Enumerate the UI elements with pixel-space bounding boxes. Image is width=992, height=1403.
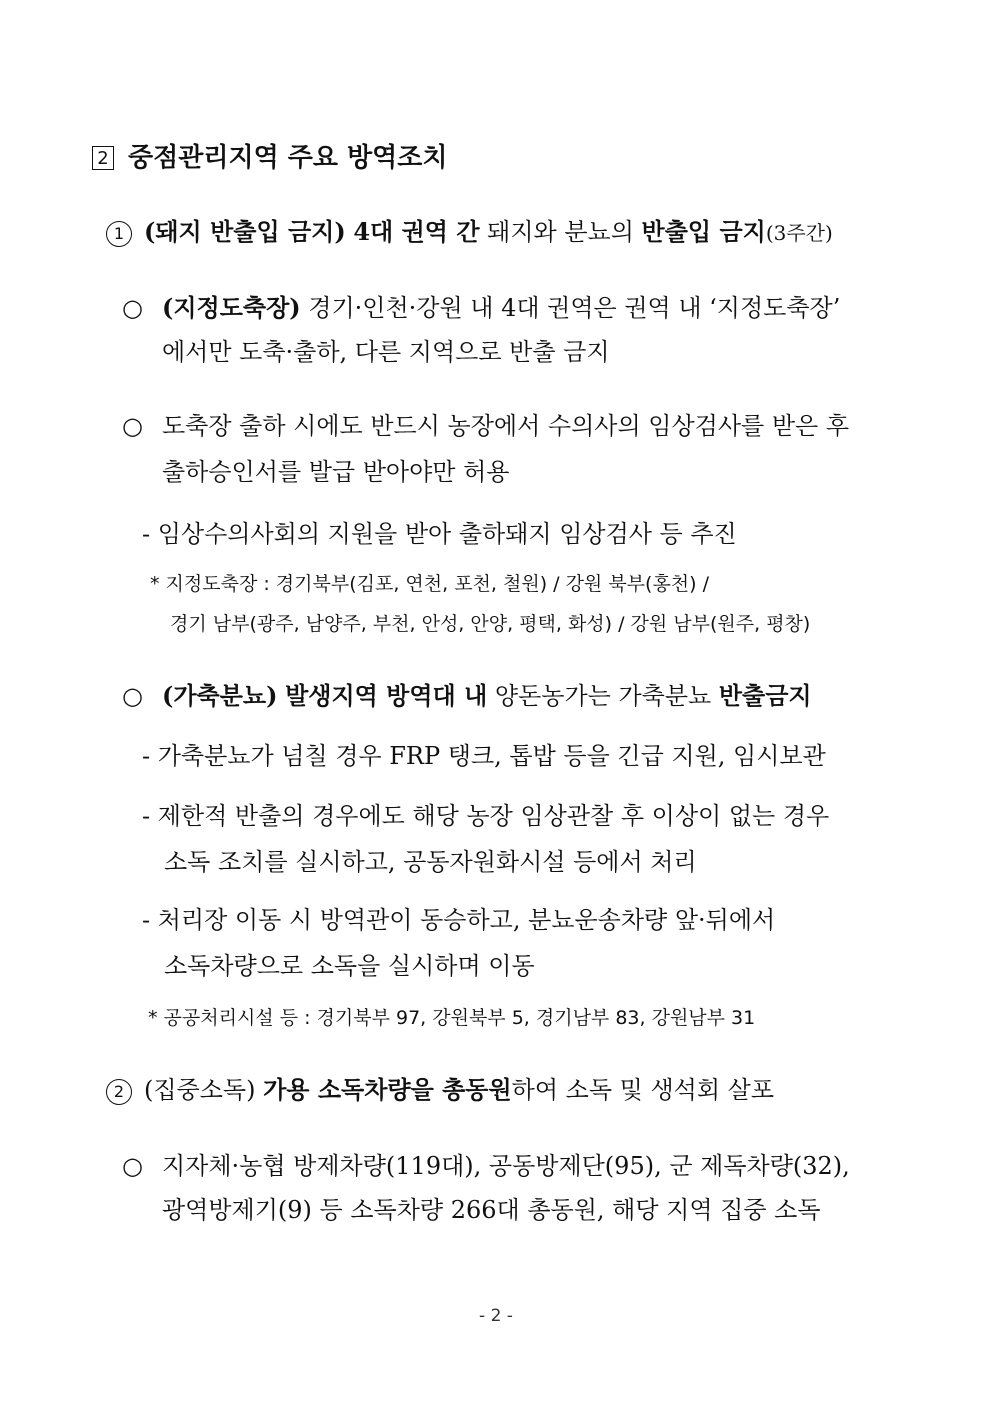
item1-p3-note: * 공공처리시설 등 : 경기북부 97, 강원북부 5, 경기남부 83, 강원남부 31 [148,1007,756,1029]
bullet-circle: ○ [122,1152,143,1180]
item2-circle-number: 2 [106,1079,132,1105]
item1-p3-sub1: - 가축분뇨가 넘칠 경우 FRP 탱크, 톱밥 등을 긴급 지원, 임시보관 [142,742,826,770]
item1-heading-bold2: 반출입 금지 [641,217,766,246]
item1-p1-line2: 에서만 도축·출하, 다른 지역으로 반출 금지 [162,338,610,366]
bullet-circle: ○ [122,412,143,440]
item1-heading [106,216,833,249]
item1-p2-text1: 도축장 출하 시에도 반드시 농장에서 수의사의 임상검사를 받은 후 [162,412,849,440]
item1-heading-period: (3주간) [765,221,833,245]
page-number: - 2 - [479,1306,513,1326]
item1-p3-sub2-line1: - 제한적 반출의 경우에도 해당 농장 임상관찰 후 이상이 없는 경우 [142,802,830,830]
bullet-circle: ○ [122,682,143,710]
item1-heading-text: 돼지와 분뇨의 [487,218,634,246]
item1-circle-number: 1 [106,221,132,247]
item1-p2-sub1: - 임상수의사회의 지원을 받아 출하돼지 임상검사 등 추진 [142,520,737,548]
item2-p1-text1: 지자체·농협 방제차량(119대), 공동방제단(95), 군 제독차량(32), [162,1152,850,1180]
item1-heading-label: (돼지 반출입 금지) [144,217,346,246]
item1-p2-line2: 출하승인서를 발급 받아야만 허용 [162,458,510,486]
item1-p1-line1 [122,292,840,324]
item1-p2-line1 [122,410,849,442]
item1-p3-text: 양돈농가는 가축분뇨 [494,682,712,710]
section-title-text: 중점관리지역 주요 방역조치 [128,143,448,173]
item1-p3-sub3-line1: - 처리장 이동 시 방역관이 동승하고, 분뇨운송차량 앞·뒤에서 [142,906,776,934]
item1-p3-sub3-line2: 소독차량으로 소독을 실시하며 이동 [164,952,535,980]
item1-p2-note-line1: * 지정도축장 : 경기북부(김포, 연천, 포천, 철원) / 강원 북부(홍천) / [150,573,710,595]
item1-heading-bold: 4대 권역 간 [353,217,480,246]
item2-heading-label: (집중소독) [144,1076,256,1104]
item2-heading-bold: 가용 소독차량을 총동원 [263,1075,512,1104]
item1-p3-bold2: 반출금지 [718,681,812,710]
item2-p1-line2: 광역방제기(9) 등 소독차량 266대 총동원, 해당 지역 집중 소독 [162,1196,821,1224]
item2-p1-line1 [122,1150,850,1182]
item1-p3-label: (가축분뇨) [162,681,278,710]
bullet-circle: ○ [122,294,143,322]
section-number-box: 2 [92,146,114,170]
item1-p2-note-line2: 경기 남부(광주, 남양주, 부천, 안성, 안양, 평택, 화성) / 강원 남부(원주, 평창) [170,613,811,635]
item2-heading [106,1074,774,1106]
item1-p1-label: (지정도축장) [162,293,301,322]
item2-heading-text: 하여 소독 및 생석회 살포 [511,1076,775,1104]
section-title [92,140,448,176]
item1-p3-sub2-line2: 소독 조치를 실시하고, 공동자원화시설 등에서 처리 [164,848,697,876]
item1-p3-line1 [122,680,812,712]
item1-p1-text1: 경기·인천·강원 내 4대 권역은 권역 내 ‘지정도축장’ [308,294,841,322]
item1-p3-bold1: 발생지역 방역대 내 [285,681,488,710]
